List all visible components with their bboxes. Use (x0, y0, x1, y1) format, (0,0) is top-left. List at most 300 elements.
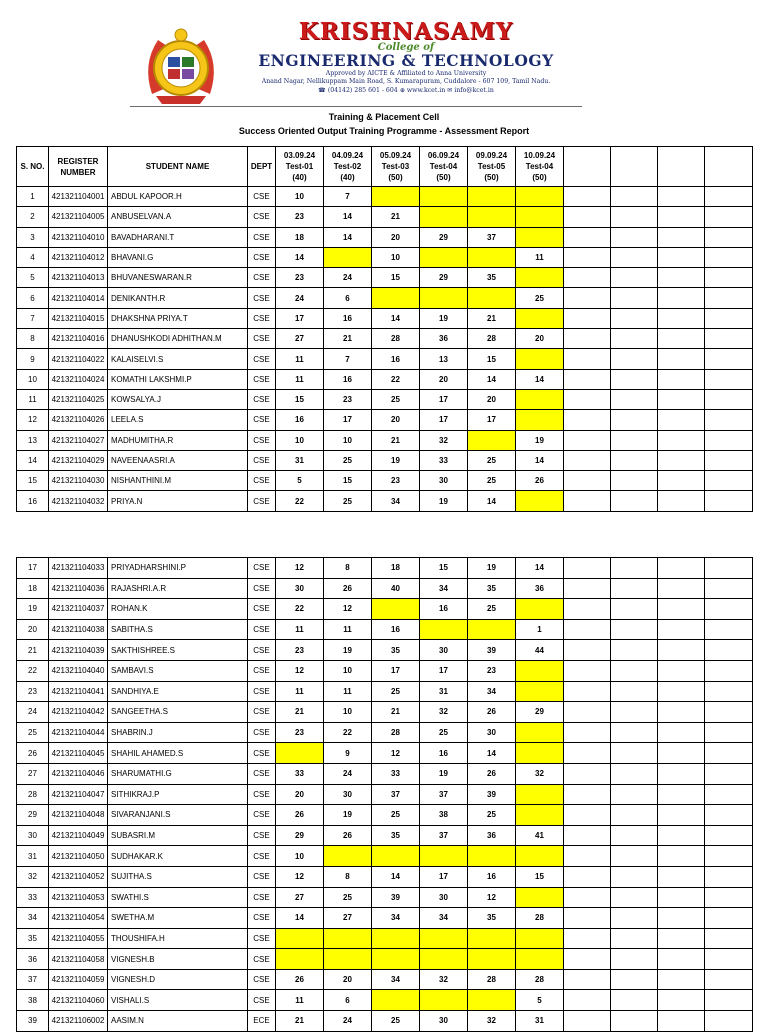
table-row (17, 308, 753, 328)
empty-cell (705, 227, 753, 247)
table-row (17, 268, 753, 288)
score-cell: 14 (276, 908, 324, 929)
empty-cell (611, 990, 658, 1011)
table-row (17, 722, 753, 743)
empty-cell (564, 268, 611, 288)
score-cell: 32 (516, 763, 564, 784)
score-cell: 10 (276, 187, 324, 207)
empty-cell (611, 784, 658, 805)
student-name-cell: VIGNESH.B (108, 949, 248, 970)
score-cell: 14 (324, 227, 372, 247)
empty-cell (564, 660, 611, 681)
empty-cell (658, 308, 705, 328)
empty-cell (658, 866, 705, 887)
score-cell: 14 (372, 866, 420, 887)
score-cell: 25 (468, 805, 516, 826)
score-cell (420, 928, 468, 949)
score-cell: 36 (516, 578, 564, 599)
student-name-cell: DENIKANTH.R (108, 288, 248, 308)
approval-line: Approved by AICTE & Affiliated to Anna University (325, 70, 487, 77)
register-number-cell: 421321104049 (49, 825, 108, 846)
student-name-cell: SAMBAVI.S (108, 660, 248, 681)
empty-cell (705, 805, 753, 826)
score-cell (516, 491, 564, 511)
empty-cell (611, 288, 658, 308)
empty-cell (658, 660, 705, 681)
sno-cell: 35 (17, 928, 49, 949)
student-name-cell: SHAHIL AHAMED.S (108, 743, 248, 764)
dept-cell: CSE (248, 471, 276, 491)
student-name-cell: SUDHAKAR.K (108, 846, 248, 867)
empty-cell (611, 430, 658, 450)
table-row (17, 558, 753, 579)
dept-cell: CSE (248, 207, 276, 227)
score-cell (516, 268, 564, 288)
empty-cell (611, 369, 658, 389)
score-cell (372, 288, 420, 308)
score-cell: 10 (276, 846, 324, 867)
table-row (17, 578, 753, 599)
score-cell (420, 288, 468, 308)
empty-cell (658, 949, 705, 970)
score-cell: 36 (420, 329, 468, 349)
register-number-cell: 421321104044 (49, 722, 108, 743)
empty-cell (611, 846, 658, 867)
contact-line: ☎ (04142) 285 601 - 604 ⊕ www.kcet.in ✉ info@kcet.in (318, 87, 494, 94)
report-title: Success Oriented Output Training Programme - Assessment Report (238, 126, 530, 136)
table-row (17, 227, 753, 247)
student-name-cell: KOWSALYA.J (108, 389, 248, 409)
student-name-cell: ABDUL KAPOOR.H (108, 187, 248, 207)
col-register-number: REGISTER NUMBER (49, 147, 108, 187)
score-cell: 25 (468, 450, 516, 470)
score-cell: 35 (468, 908, 516, 929)
score-cell: 11 (516, 247, 564, 267)
score-cell (372, 187, 420, 207)
score-cell (516, 410, 564, 430)
register-number-cell: 421321104033 (49, 558, 108, 579)
score-cell: 35 (372, 640, 420, 661)
table-row (17, 1011, 753, 1032)
dept-cell: CSE (248, 389, 276, 409)
sno-cell: 39 (17, 1011, 49, 1032)
score-cell: 14 (276, 247, 324, 267)
score-cell: 27 (324, 908, 372, 929)
student-name-cell: SIVARANJANI.S (108, 805, 248, 826)
score-cell: 34 (420, 578, 468, 599)
score-cell: 11 (276, 619, 324, 640)
empty-cell (658, 1011, 705, 1032)
dept-cell: CSE (248, 990, 276, 1011)
table-row (17, 599, 753, 620)
empty-cell (611, 619, 658, 640)
empty-cell (611, 558, 658, 579)
score-cell: 44 (516, 640, 564, 661)
score-cell (516, 187, 564, 207)
score-cell (420, 619, 468, 640)
score-cell: 11 (276, 990, 324, 1011)
score-cell: 15 (276, 389, 324, 409)
register-number-cell: 421321104047 (49, 784, 108, 805)
empty-cell (705, 288, 753, 308)
empty-cell (611, 349, 658, 369)
score-cell: 22 (324, 722, 372, 743)
sno-cell: 29 (17, 805, 49, 826)
sno-cell: 25 (17, 722, 49, 743)
empty-cell (611, 410, 658, 430)
sno-cell: 5 (17, 268, 49, 288)
empty-cell (611, 187, 658, 207)
student-name-cell: VIGNESH.D (108, 969, 248, 990)
empty-cell (705, 578, 753, 599)
student-name-cell: THOUSHIFA.H (108, 928, 248, 949)
sno-cell: 17 (17, 558, 49, 579)
sno-cell: 30 (17, 825, 49, 846)
register-number-cell: 421321104052 (49, 866, 108, 887)
score-cell: 19 (420, 763, 468, 784)
empty-cell (705, 722, 753, 743)
col-test: 05.09.24 Test-03 (50) (372, 147, 420, 187)
table-row (17, 471, 753, 491)
sno-cell: 7 (17, 308, 49, 328)
score-cell: 41 (516, 825, 564, 846)
college-subtitle: ENGINEERING & TECHNOLOGY (258, 51, 554, 70)
score-cell (468, 990, 516, 1011)
score-cell: 21 (372, 207, 420, 227)
score-cell: 30 (276, 578, 324, 599)
dept-cell: CSE (248, 825, 276, 846)
score-cell: 34 (372, 969, 420, 990)
score-cell: 19 (372, 450, 420, 470)
score-cell: 12 (324, 599, 372, 620)
register-number-cell: 421321104005 (49, 207, 108, 227)
register-number-cell: 421321104058 (49, 949, 108, 970)
dept-cell: CSE (248, 329, 276, 349)
score-cell: 29 (420, 268, 468, 288)
score-cell (516, 308, 564, 328)
dept-cell: CSE (248, 268, 276, 288)
sno-cell: 26 (17, 743, 49, 764)
empty-cell (564, 990, 611, 1011)
register-number-cell: 421321104037 (49, 599, 108, 620)
score-cell: 26 (324, 578, 372, 599)
empty-cell (705, 866, 753, 887)
score-cell: 14 (468, 743, 516, 764)
table-row (17, 846, 753, 867)
table-row (17, 743, 753, 764)
empty-cell (611, 247, 658, 267)
score-cell: 17 (324, 410, 372, 430)
empty-cell (658, 389, 705, 409)
register-number-cell: 421321104032 (49, 491, 108, 511)
dept-cell: CSE (248, 227, 276, 247)
score-cell: 15 (420, 558, 468, 579)
score-cell: 1 (516, 619, 564, 640)
empty-cell (705, 928, 753, 949)
score-cell: 15 (324, 471, 372, 491)
score-cell: 20 (276, 784, 324, 805)
register-number-cell: 421321104039 (49, 640, 108, 661)
score-cell: 29 (516, 702, 564, 723)
score-cell: 18 (372, 558, 420, 579)
sno-cell: 12 (17, 410, 49, 430)
sno-cell: 18 (17, 578, 49, 599)
sno-cell: 2 (17, 207, 49, 227)
table-row (17, 288, 753, 308)
score-cell: 32 (420, 430, 468, 450)
empty-cell (564, 640, 611, 661)
register-number-cell: 421321104026 (49, 410, 108, 430)
college-emblem-icon (138, 24, 224, 110)
register-number-cell: 421321106002 (49, 1011, 108, 1032)
empty-cell (658, 990, 705, 1011)
score-cell: 14 (516, 558, 564, 579)
table-row (17, 969, 753, 990)
empty-cell (658, 329, 705, 349)
score-cell: 32 (420, 702, 468, 723)
empty-cell (705, 619, 753, 640)
student-name-cell: MADHUMITHA.R (108, 430, 248, 450)
dept-cell: CSE (248, 805, 276, 826)
empty-cell (611, 491, 658, 511)
score-cell: 20 (468, 389, 516, 409)
score-cell: 17 (420, 410, 468, 430)
score-cell (372, 599, 420, 620)
report-header (0, 0, 768, 140)
student-name-cell: KALAISELVI.S (108, 349, 248, 369)
score-cell: 15 (468, 349, 516, 369)
empty-cell (611, 471, 658, 491)
col-student-name: STUDENT NAME (108, 147, 248, 187)
register-number-cell: 421321104025 (49, 389, 108, 409)
score-cell: 40 (372, 578, 420, 599)
student-name-cell: SABITHA.S (108, 619, 248, 640)
dept-cell: CSE (248, 288, 276, 308)
register-number-cell: 421321104014 (49, 288, 108, 308)
score-cell: 26 (468, 702, 516, 723)
empty-cell (564, 410, 611, 430)
score-cell (516, 722, 564, 743)
student-name-cell: SANDHIYA.E (108, 681, 248, 702)
score-cell: 25 (372, 681, 420, 702)
score-cell (420, 207, 468, 227)
sno-cell: 27 (17, 763, 49, 784)
score-cell: 35 (468, 268, 516, 288)
score-cell (516, 227, 564, 247)
empty-cell (705, 247, 753, 267)
score-cell: 21 (372, 702, 420, 723)
register-number-cell: 421321104055 (49, 928, 108, 949)
score-cell (516, 389, 564, 409)
sno-cell: 13 (17, 430, 49, 450)
empty-cell (611, 1011, 658, 1032)
empty-cell (658, 784, 705, 805)
empty-cell (705, 491, 753, 511)
score-cell: 14 (468, 491, 516, 511)
register-number-cell: 421321104042 (49, 702, 108, 723)
score-cell (516, 949, 564, 970)
empty-cell (658, 430, 705, 450)
score-cell: 19 (420, 491, 468, 511)
empty-cell (611, 599, 658, 620)
register-number-cell: 421321104048 (49, 805, 108, 826)
score-cell: 8 (324, 558, 372, 579)
empty-cell (564, 702, 611, 723)
score-cell (372, 949, 420, 970)
score-cell: 25 (372, 389, 420, 409)
score-cell: 14 (324, 207, 372, 227)
score-cell: 6 (324, 288, 372, 308)
empty-cell (564, 227, 611, 247)
empty-cell (564, 471, 611, 491)
register-number-cell: 421321104041 (49, 681, 108, 702)
student-name-cell: NISHANTHINI.M (108, 471, 248, 491)
sno-cell: 36 (17, 949, 49, 970)
empty-cell (564, 329, 611, 349)
empty-cell (611, 389, 658, 409)
dept-cell: CSE (248, 784, 276, 805)
sno-cell: 21 (17, 640, 49, 661)
score-cell: 33 (276, 763, 324, 784)
empty-cell (564, 928, 611, 949)
register-number-cell: 421321104046 (49, 763, 108, 784)
empty-cell (611, 928, 658, 949)
score-cell: 26 (276, 805, 324, 826)
empty-cell (611, 660, 658, 681)
dept-cell: CSE (248, 491, 276, 511)
empty-cell (705, 660, 753, 681)
table-row (17, 369, 753, 389)
empty-cell (564, 784, 611, 805)
register-number-cell: 421321104001 (49, 187, 108, 207)
score-cell: 19 (324, 805, 372, 826)
col-test: 09.09.24 Test-05 (50) (468, 147, 516, 187)
score-cell: 30 (420, 640, 468, 661)
score-cell: 23 (324, 389, 372, 409)
score-cell (516, 207, 564, 227)
dept-cell: CSE (248, 763, 276, 784)
score-cell: 11 (276, 369, 324, 389)
score-cell: 26 (516, 471, 564, 491)
empty-cell (611, 227, 658, 247)
empty-cell (611, 805, 658, 826)
empty-cell (611, 207, 658, 227)
sno-cell: 32 (17, 866, 49, 887)
score-cell: 21 (276, 702, 324, 723)
register-number-cell: 421321104027 (49, 430, 108, 450)
score-cell: 22 (276, 599, 324, 620)
empty-cell (705, 410, 753, 430)
score-cell (276, 949, 324, 970)
dept-cell: CSE (248, 578, 276, 599)
sno-cell: 38 (17, 990, 49, 1011)
empty-cell (658, 619, 705, 640)
score-cell: 39 (468, 784, 516, 805)
score-cell (516, 846, 564, 867)
score-cell: 28 (372, 722, 420, 743)
score-cell: 12 (276, 660, 324, 681)
score-cell: 25 (420, 722, 468, 743)
score-cell: 30 (324, 784, 372, 805)
student-name-cell: SANGEETHA.S (108, 702, 248, 723)
score-cell: 14 (468, 369, 516, 389)
sno-cell: 10 (17, 369, 49, 389)
score-cell: 19 (468, 558, 516, 579)
score-cell: 28 (516, 969, 564, 990)
table-row (17, 619, 753, 640)
score-cell (516, 887, 564, 908)
score-cell: 20 (372, 227, 420, 247)
score-cell: 24 (276, 288, 324, 308)
college-name: KRISHNASAMY (298, 18, 514, 45)
empty-cell (564, 450, 611, 470)
score-cell: 25 (324, 887, 372, 908)
table-row (17, 949, 753, 970)
score-cell (420, 187, 468, 207)
dept-cell: CSE (248, 410, 276, 430)
score-cell: 16 (420, 743, 468, 764)
score-cell (516, 805, 564, 826)
student-name-cell: NAVEENAASRI.A (108, 450, 248, 470)
score-cell (420, 990, 468, 1011)
empty-cell (658, 247, 705, 267)
col-empty (658, 147, 705, 187)
dept-cell: CSE (248, 430, 276, 450)
score-cell: 39 (468, 640, 516, 661)
score-cell: 33 (420, 450, 468, 470)
table-row (17, 640, 753, 661)
score-cell: 24 (324, 268, 372, 288)
score-cell: 32 (420, 969, 468, 990)
score-cell: 26 (468, 763, 516, 784)
empty-cell (611, 743, 658, 764)
score-cell: 24 (324, 763, 372, 784)
student-name-cell: SWETHA.M (108, 908, 248, 929)
score-cell: 21 (468, 308, 516, 328)
empty-cell (611, 578, 658, 599)
score-cell (468, 846, 516, 867)
empty-cell (564, 846, 611, 867)
score-cell: 11 (324, 619, 372, 640)
score-cell: 6 (324, 990, 372, 1011)
score-cell (468, 247, 516, 267)
score-cell: 10 (324, 430, 372, 450)
empty-cell (611, 969, 658, 990)
score-cell: 21 (372, 430, 420, 450)
score-cell: 5 (276, 471, 324, 491)
score-cell: 25 (468, 471, 516, 491)
score-cell: 19 (324, 640, 372, 661)
col-empty (564, 147, 611, 187)
sno-cell: 1 (17, 187, 49, 207)
score-cell: 7 (324, 187, 372, 207)
empty-cell (564, 825, 611, 846)
sno-cell: 9 (17, 349, 49, 369)
sno-cell: 4 (17, 247, 49, 267)
score-cell: 15 (372, 268, 420, 288)
sno-cell: 33 (17, 887, 49, 908)
empty-cell (658, 578, 705, 599)
empty-cell (611, 329, 658, 349)
empty-cell (658, 491, 705, 511)
register-number-cell: 421321104013 (49, 268, 108, 288)
score-cell: 19 (516, 430, 564, 450)
score-cell: 17 (420, 866, 468, 887)
score-cell: 14 (372, 308, 420, 328)
table-row (17, 681, 753, 702)
student-name-cell: SUJITHA.S (108, 866, 248, 887)
sno-cell: 23 (17, 681, 49, 702)
